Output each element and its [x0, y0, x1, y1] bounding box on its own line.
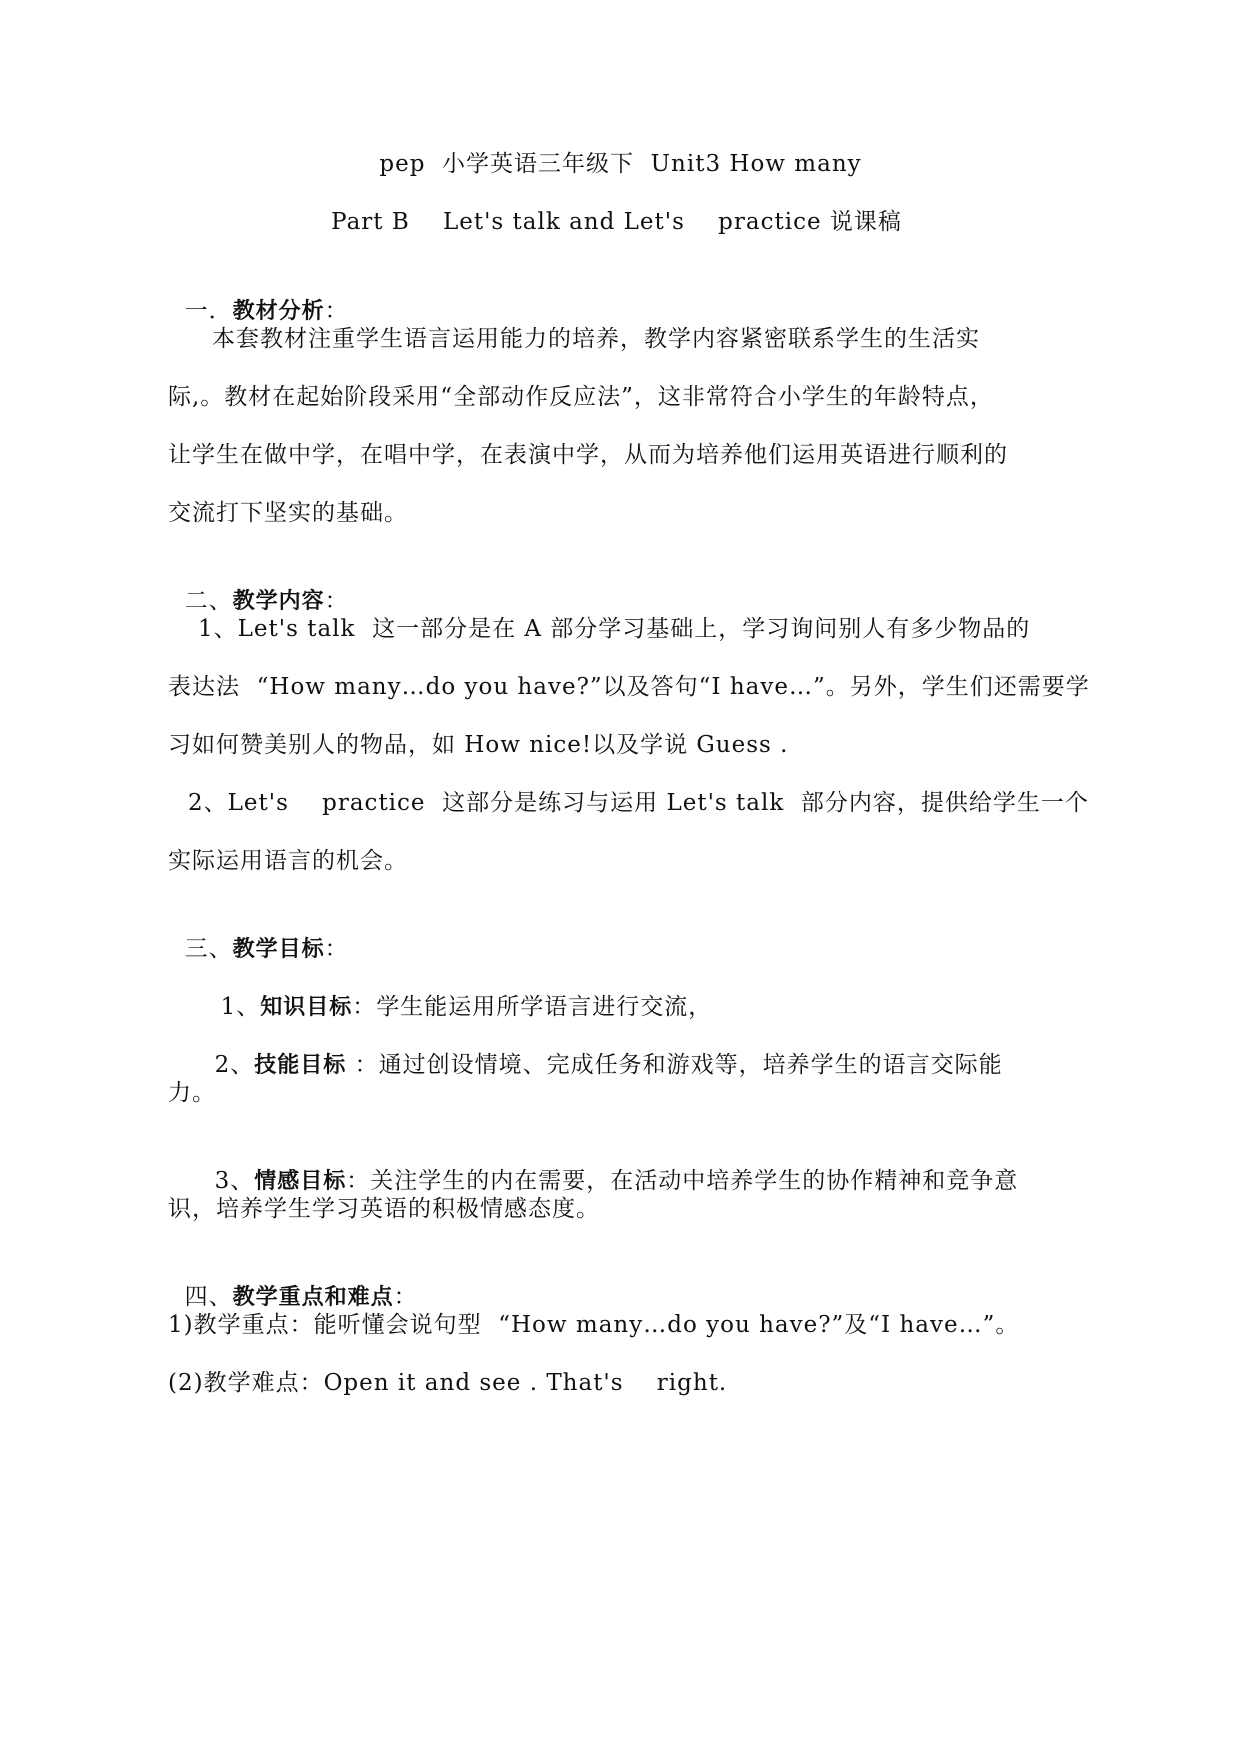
goal-text: ：通过创设情境、完成任务和游戏等，培养学生的语言交际能 — [346, 1052, 1003, 1078]
section-prefix: 二、 — [184, 588, 233, 614]
goal-skill — [198, 1020, 1003, 1081]
goal-number: 2、 — [214, 1052, 255, 1078]
goal-label: 知识目标 — [260, 995, 353, 1020]
paragraph-line: 表达法 “How many…do you have?”以及答句“I have…”。另外，学生们还需要学 — [168, 674, 1090, 700]
section-heading-2 — [168, 556, 349, 617]
title-line-2: Part B Let's talk and Let's practice 说课稿 — [331, 209, 902, 235]
goal-text: ：关注学生的内在需要，在活动中培养学生的协作精神和竞争意 — [346, 1168, 1019, 1194]
goal-label: 技能目标 — [254, 1053, 347, 1078]
paragraph-line: 力。 — [168, 1080, 216, 1106]
paragraph-line: 1、Let's talk 这一部分是在 A 部分学习基础上，学习询问别人有多少物品的 — [198, 616, 1031, 642]
section-title: 教学目标 — [232, 937, 325, 962]
goal-knowledge — [204, 962, 712, 1023]
section-colon: ： — [324, 298, 349, 324]
section-heading-3 — [168, 904, 349, 965]
paragraph-line: 2、Let's practice 这部分是练习与运用 Let's talk 部分内容，提供给学生一个 — [188, 790, 1089, 816]
section-colon: ： — [324, 588, 349, 614]
section-title: 教学内容 — [232, 589, 325, 614]
paragraph-line: 识，培养学生学习英语的积极情感态度。 — [168, 1196, 600, 1222]
section-colon: ： — [324, 936, 349, 962]
section-heading-1 — [168, 266, 349, 327]
section-prefix: 四、 — [184, 1284, 233, 1310]
title-line-1: pep 小学英语三年级下 Unit3 How many — [379, 151, 862, 177]
goal-number: 3、 — [214, 1168, 255, 1194]
difficult-point: (2)教学难点：Open it and see . That's right. — [168, 1370, 728, 1396]
goal-emotion — [198, 1136, 1018, 1197]
key-point: 1)教学重点：能听懂会说句型 “How many…do you have?”及“I have…”。 — [168, 1312, 1020, 1338]
section-heading-4 — [168, 1252, 418, 1313]
paragraph-line: 本套教材注重学生语言运用能力的培养，教学内容紧密联系学生的生活实 — [212, 326, 980, 352]
section-prefix: 三、 — [184, 936, 233, 962]
goal-label: 情感目标 — [254, 1169, 347, 1194]
goal-text: ：学生能运用所学语言进行交流， — [352, 994, 713, 1020]
paragraph-line: 交流打下坚实的基础。 — [168, 500, 408, 526]
paragraph-line: 实际运用语言的机会。 — [168, 848, 408, 874]
paragraph-line: 让学生在做中学，在唱中学，在表演中学，从而为培养他们运用英语进行顺利的 — [168, 442, 1008, 468]
section-title: 教材分析 — [232, 299, 325, 324]
paragraph-line: 习如何赞美别人的物品，如 How nice!以及学说 Guess . — [168, 732, 789, 758]
section-title: 教学重点和难点 — [232, 1285, 394, 1310]
section-prefix: 一． — [184, 298, 233, 324]
paragraph-line: 际,。教材在起始阶段采用“全部动作反应法”，这非常符合小学生的年龄特点， — [168, 384, 994, 410]
section-colon: ： — [393, 1284, 418, 1310]
goal-number: 1、 — [220, 994, 261, 1020]
